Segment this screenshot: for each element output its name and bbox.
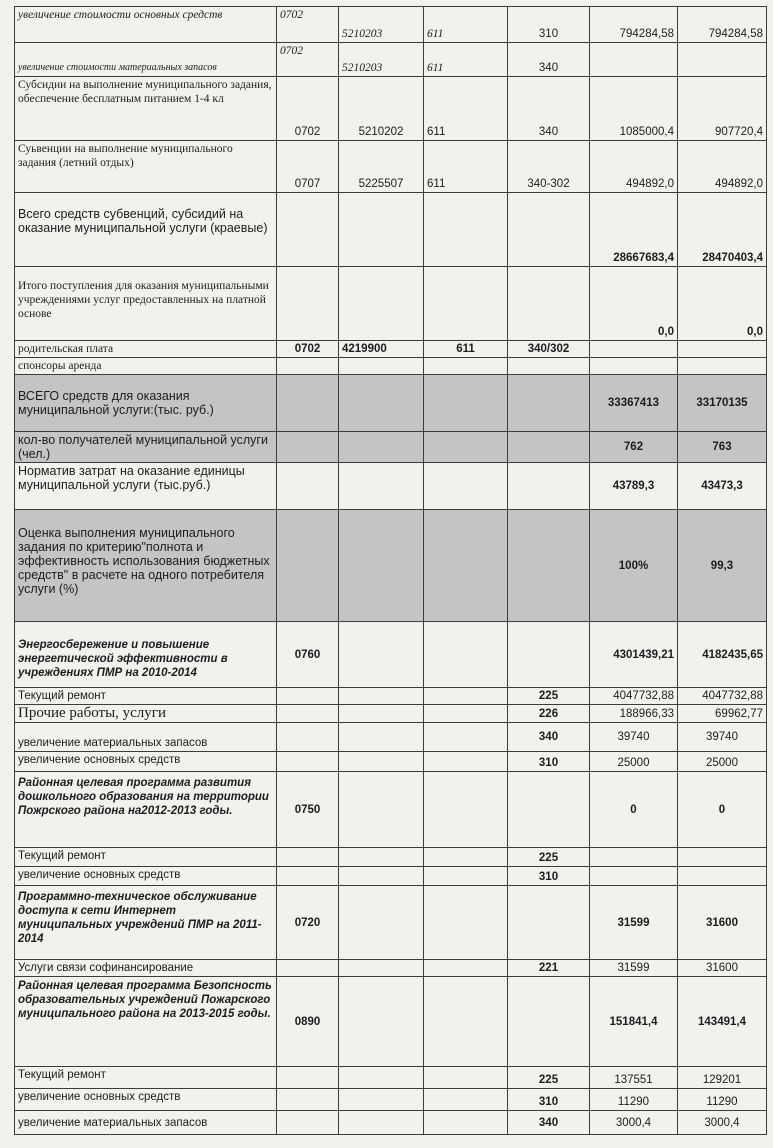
row-fact: 11290: [678, 1089, 767, 1111]
row-plan: 100%: [590, 510, 678, 622]
row-name: Текущий ремонт: [15, 1067, 277, 1089]
table-row: [15, 723, 767, 752]
row-fact: 143491,4: [678, 977, 767, 1067]
row-fact: 69962,77: [678, 705, 767, 723]
row-vr: [424, 1111, 508, 1135]
row-code: [277, 375, 339, 432]
row-name: кол-во получателей муниципальной услуги (чел.): [15, 432, 277, 463]
table-row: [15, 960, 767, 977]
row-plan: 188966,33: [590, 705, 678, 723]
row-plan: 4301439,21: [590, 622, 678, 688]
row-name: Текущий ремонт: [15, 848, 277, 867]
row-plan: [590, 43, 678, 77]
row-csr: [339, 688, 424, 705]
row-kosgu: 225: [508, 848, 590, 867]
row-csr: [339, 267, 424, 341]
table-row: [15, 688, 767, 705]
table-row: [15, 463, 767, 510]
row-vr: [424, 960, 508, 977]
row-fact: [678, 341, 767, 358]
budget-table: [14, 6, 767, 1135]
row-fact: 43473,3: [678, 463, 767, 510]
row-code: [277, 358, 339, 375]
row-code: [277, 688, 339, 705]
table-row: [15, 1067, 767, 1089]
table-row: [15, 432, 767, 463]
row-name: увеличение основных средств: [15, 1089, 277, 1111]
row-code: [277, 752, 339, 772]
row-name: увеличение стоимости основных средств: [15, 7, 277, 43]
row-kosgu: 310: [508, 1089, 590, 1111]
row-fact: 129201: [678, 1067, 767, 1089]
table-row: [15, 705, 767, 723]
row-code: [277, 1089, 339, 1111]
row-vr: 611: [424, 77, 508, 141]
row-code: 0750: [277, 772, 339, 848]
row-name: Прочие работы, услуги: [15, 705, 277, 723]
row-csr: 5210203: [339, 7, 424, 43]
row-csr: 5225507: [339, 141, 424, 193]
row-kosgu: 340: [508, 1111, 590, 1135]
row-plan: 151841,4: [590, 977, 678, 1067]
row-code: 0760: [277, 622, 339, 688]
row-kosgu: 221: [508, 960, 590, 977]
row-name: Районная целевая программа развития дошкольного образования на территории Пожрского района на2012-2013 годы.: [15, 772, 277, 848]
row-vr: [424, 1067, 508, 1089]
row-code: [277, 960, 339, 977]
row-fact: [678, 358, 767, 375]
row-code: [277, 432, 339, 463]
row-fact: [678, 848, 767, 867]
row-vr: [424, 358, 508, 375]
row-csr: [339, 1089, 424, 1111]
row-plan: [590, 867, 678, 886]
row-name: Услуги связи софинансирование: [15, 960, 277, 977]
row-kosgu: [508, 977, 590, 1067]
row-plan: 39740: [590, 723, 678, 752]
row-code: [277, 267, 339, 341]
row-code: [277, 1111, 339, 1135]
row-name: Районная целевая программа Безопсность образовательных учреждений Пожарского муниципального района на 2013-2015 годы.: [15, 977, 277, 1067]
row-csr: [339, 510, 424, 622]
budget-table-sheet: [14, 6, 766, 1135]
table-row: [15, 848, 767, 867]
table-row: [15, 886, 767, 960]
table-row: [15, 358, 767, 375]
table-row: [15, 752, 767, 772]
row-plan: 794284,58: [590, 7, 678, 43]
row-code: 0702: [277, 77, 339, 141]
table-row: [15, 622, 767, 688]
row-vr: 611: [424, 43, 508, 77]
row-plan: [590, 848, 678, 867]
row-name: родительская плата: [15, 341, 277, 358]
row-plan: 494892,0: [590, 141, 678, 193]
row-vr: [424, 752, 508, 772]
row-fact: 794284,58: [678, 7, 767, 43]
table-row: [15, 772, 767, 848]
row-kosgu: [508, 358, 590, 375]
row-plan: 11290: [590, 1089, 678, 1111]
row-name: ВСЕГО средств для оказания муниципальной услуги:(тыс. руб.): [15, 375, 277, 432]
row-fact: 31600: [678, 960, 767, 977]
row-kosgu: 310: [508, 7, 590, 43]
row-csr: [339, 1111, 424, 1135]
row-vr: [424, 267, 508, 341]
table-row: [15, 1111, 767, 1135]
row-code: [277, 723, 339, 752]
table-row: [15, 141, 767, 193]
row-csr: [339, 622, 424, 688]
row-plan: 25000: [590, 752, 678, 772]
row-fact: 3000,4: [678, 1111, 767, 1135]
table-row: [15, 510, 767, 622]
row-fact: 907720,4: [678, 77, 767, 141]
row-csr: 5210203: [339, 43, 424, 77]
row-code: [277, 193, 339, 267]
row-plan: [590, 358, 678, 375]
row-vr: [424, 688, 508, 705]
row-fact: 4047732,88: [678, 688, 767, 705]
row-code: 0890: [277, 977, 339, 1067]
row-plan: 33367413: [590, 375, 678, 432]
table-row: [15, 977, 767, 1067]
row-kosgu: 340: [508, 43, 590, 77]
row-vr: [424, 886, 508, 960]
row-csr: [339, 723, 424, 752]
row-name: Суьвенции на выполнение муниципального задания (летний отдых): [15, 141, 277, 193]
row-csr: [339, 375, 424, 432]
row-fact: 4182435,65: [678, 622, 767, 688]
row-csr: 5210202: [339, 77, 424, 141]
row-code: [277, 705, 339, 723]
row-plan: 0: [590, 772, 678, 848]
row-name: увеличение материальных запасов: [15, 723, 277, 752]
row-csr: [339, 705, 424, 723]
row-fact: 33170135: [678, 375, 767, 432]
row-name: увеличение стоимости материальных запасов: [15, 43, 277, 77]
row-vr: [424, 977, 508, 1067]
row-vr: [424, 772, 508, 848]
row-name: Субсидии на выполнение муниципального задания, обеспечение бесплатным питанием 1-4 кл: [15, 77, 277, 141]
row-plan: 3000,4: [590, 1111, 678, 1135]
row-kosgu: [508, 193, 590, 267]
row-csr: [339, 1067, 424, 1089]
row-name: Норматив затрат на оказание единицы муниципальной услуги (тыс.руб.): [15, 463, 277, 510]
row-fact: [678, 867, 767, 886]
row-kosgu: 340/302: [508, 341, 590, 358]
row-code: 0702: [277, 341, 339, 358]
row-kosgu: 310: [508, 752, 590, 772]
row-plan: 43789,3: [590, 463, 678, 510]
row-vr: 611: [424, 141, 508, 193]
row-csr: [339, 358, 424, 375]
row-vr: [424, 375, 508, 432]
row-fact: 0: [678, 772, 767, 848]
row-code: [277, 867, 339, 886]
table-row: [15, 267, 767, 341]
row-csr: [339, 977, 424, 1067]
row-kosgu: 340-302: [508, 141, 590, 193]
row-vr: [424, 622, 508, 688]
row-fact: 99,3: [678, 510, 767, 622]
row-csr: 4219900: [339, 341, 424, 358]
row-csr: [339, 960, 424, 977]
row-name: спонсоры аренда: [15, 358, 277, 375]
table-row: [15, 1089, 767, 1111]
row-csr: [339, 752, 424, 772]
row-name: увеличение основных средств: [15, 867, 277, 886]
row-kosgu: [508, 510, 590, 622]
row-name: Итого поступления для оказания муниципальными учреждениями услуг предоставленных на платной основе: [15, 267, 277, 341]
row-plan: 31599: [590, 960, 678, 977]
row-name: Оценка выполнения муниципального задания по критерию"полнота и эффективность использования бюджетных средств" в расчете на одного потребителя услуги (%): [15, 510, 277, 622]
row-kosgu: [508, 375, 590, 432]
row-vr: 611: [424, 7, 508, 43]
row-vr: 611: [424, 341, 508, 358]
row-vr: [424, 432, 508, 463]
row-fact: 28470403,4: [678, 193, 767, 267]
row-csr: [339, 848, 424, 867]
row-csr: [339, 463, 424, 510]
row-code: 0702: [277, 43, 339, 77]
row-kosgu: [508, 886, 590, 960]
row-code: 0720: [277, 886, 339, 960]
row-vr: [424, 1089, 508, 1111]
row-plan: [590, 341, 678, 358]
row-fact: 25000: [678, 752, 767, 772]
row-vr: [424, 723, 508, 752]
row-vr: [424, 463, 508, 510]
row-code: [277, 463, 339, 510]
row-name: Всего средств субвенций, субсидий на оказание муниципальной услуги (краевые): [15, 193, 277, 267]
row-kosgu: 340: [508, 77, 590, 141]
row-kosgu: 225: [508, 1067, 590, 1089]
row-plan: 0,0: [590, 267, 678, 341]
row-vr: [424, 848, 508, 867]
row-plan: 1085000,4: [590, 77, 678, 141]
row-csr: [339, 886, 424, 960]
row-name: Программно-техническое обслуживание доступа к сети Интернет муниципальных учреждений ПМР на 2011-2014: [15, 886, 277, 960]
row-csr: [339, 772, 424, 848]
row-csr: [339, 193, 424, 267]
table-row: [15, 867, 767, 886]
row-fact: [678, 43, 767, 77]
row-kosgu: 340: [508, 723, 590, 752]
row-csr: [339, 432, 424, 463]
row-code: 0702: [277, 7, 339, 43]
table-row: [15, 375, 767, 432]
row-fact: 39740: [678, 723, 767, 752]
row-vr: [424, 193, 508, 267]
row-code: [277, 510, 339, 622]
row-kosgu: [508, 622, 590, 688]
table-row: [15, 43, 767, 77]
row-plan: 4047732,88: [590, 688, 678, 705]
row-code: 0707: [277, 141, 339, 193]
row-fact: 763: [678, 432, 767, 463]
row-fact: 494892,0: [678, 141, 767, 193]
row-name: увеличение материальных запасов: [15, 1111, 277, 1135]
row-fact: 31600: [678, 886, 767, 960]
table-row: [15, 7, 767, 43]
row-vr: [424, 705, 508, 723]
row-code: [277, 1067, 339, 1089]
row-csr: [339, 867, 424, 886]
row-plan: 31599: [590, 886, 678, 960]
row-name: Текущий ремонт: [15, 688, 277, 705]
row-kosgu: 226: [508, 705, 590, 723]
row-kosgu: [508, 772, 590, 848]
row-vr: [424, 867, 508, 886]
row-code: [277, 848, 339, 867]
row-name: Энергосбережение и повышение энергетической эффективности в учреждениях ПМР на 2010-2014: [15, 622, 277, 688]
row-name: увеличение основных средств: [15, 752, 277, 772]
row-vr: [424, 510, 508, 622]
row-kosgu: 225: [508, 688, 590, 705]
table-row: [15, 193, 767, 267]
row-plan: 137551: [590, 1067, 678, 1089]
table-row: [15, 341, 767, 358]
row-kosgu: 310: [508, 867, 590, 886]
row-kosgu: [508, 432, 590, 463]
row-kosgu: [508, 267, 590, 341]
row-kosgu: [508, 463, 590, 510]
table-row: [15, 77, 767, 141]
row-plan: 28667683,4: [590, 193, 678, 267]
row-fact: 0,0: [678, 267, 767, 341]
row-plan: 762: [590, 432, 678, 463]
